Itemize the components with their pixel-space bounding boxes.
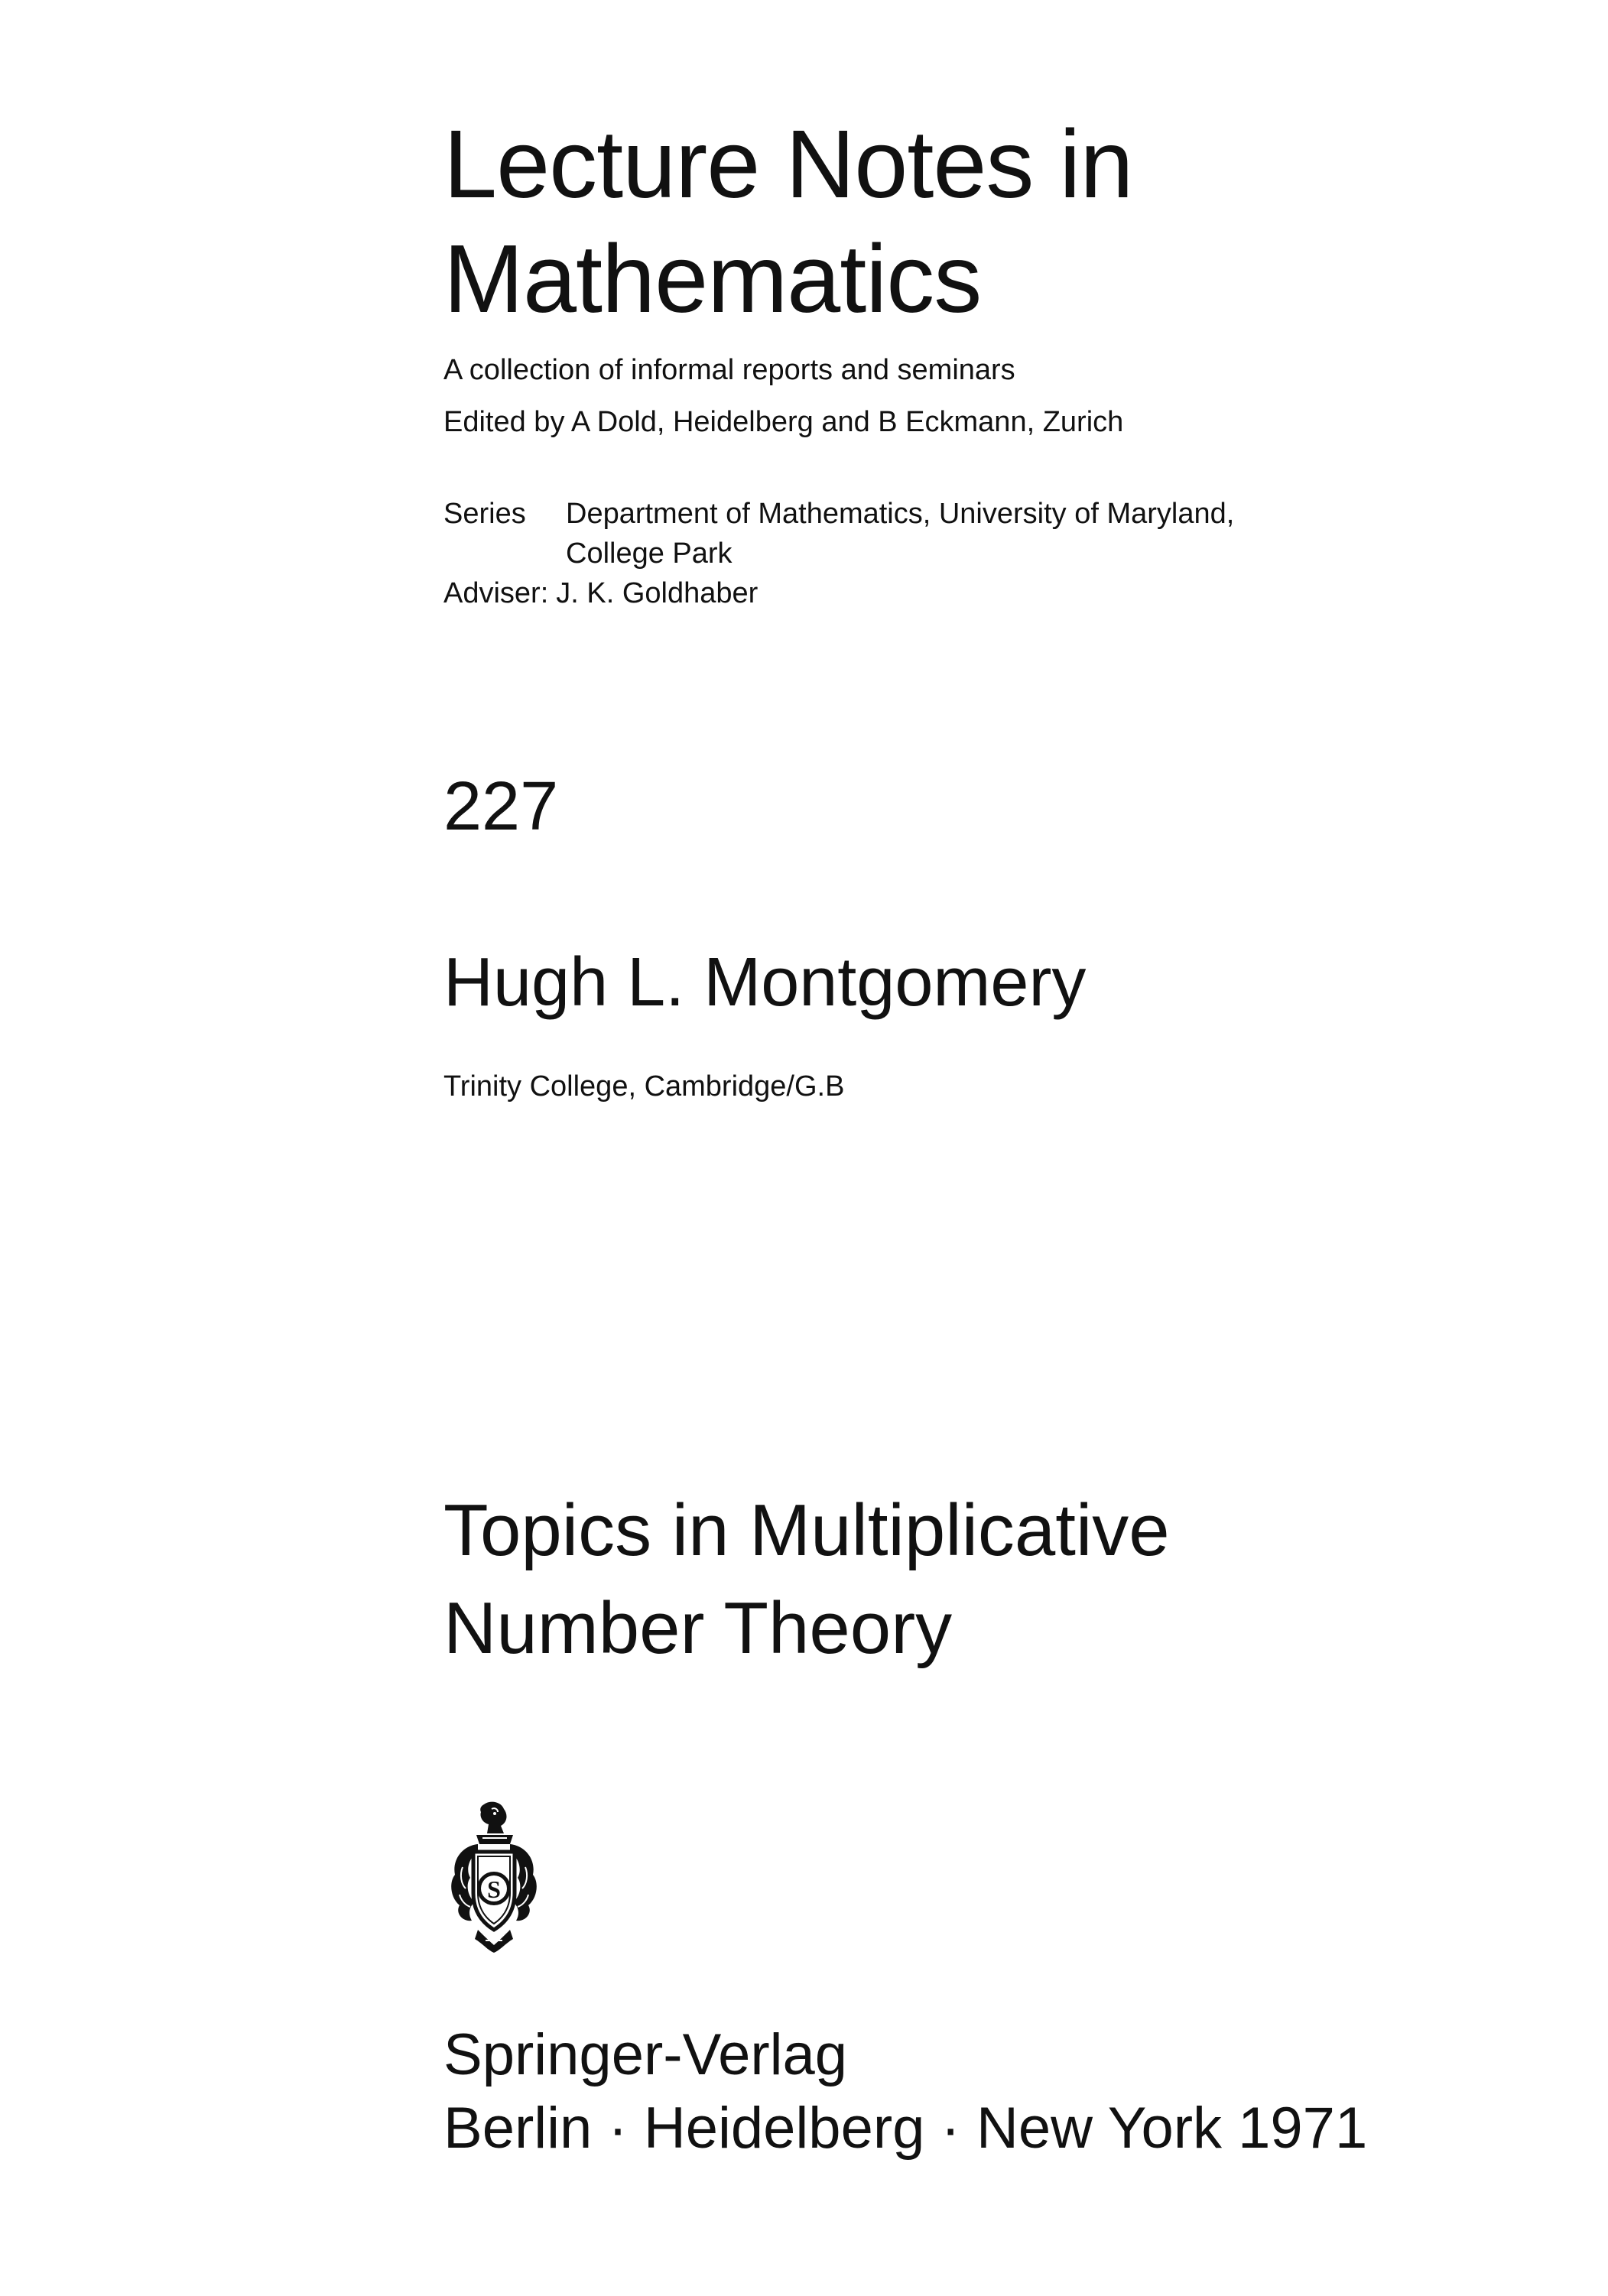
author-affiliation: Trinity College, Cambridge/G.B <box>443 1070 845 1103</box>
book-title <box>443 1482 1170 1677</box>
series-row <box>443 494 1234 534</box>
series-title-line-2: Mathematics <box>443 225 982 333</box>
book-title-line-2: Number Theory <box>443 1587 953 1669</box>
adviser-label: Adviser: <box>443 577 549 609</box>
publisher-name: Springer-Verlag <box>443 2022 848 2087</box>
series-adviser-block <box>443 494 1234 613</box>
series-department: Department of Mathematics, University of Maryland, <box>566 498 1235 530</box>
series-department-continued: College Park <box>566 537 733 570</box>
adviser-row <box>443 573 1234 613</box>
series-label: Series <box>443 498 526 530</box>
publisher-imprint: Berlin · Heidelberg · New York 1971 <box>443 2096 1368 2161</box>
adviser-name: J. K. Goldhaber <box>556 577 759 609</box>
series-title-line-1: Lecture Notes in <box>443 110 1133 218</box>
author-name: Hugh L. Montgomery <box>443 944 1087 1021</box>
publisher-block <box>443 2018 1367 2165</box>
volume-number: 227 <box>443 768 559 845</box>
springer-knight-logo-icon <box>440 1798 548 1955</box>
series-editors: Edited by A Dold, Heidelberg and B Eckmann, Zurich <box>443 406 1124 438</box>
series-tagline: A collection of informal reports and seminars <box>443 354 1015 386</box>
book-title-line-1: Topics in Multiplicative <box>443 1489 1170 1571</box>
series-title <box>443 107 1133 336</box>
logo-letter: S <box>487 1875 501 1903</box>
